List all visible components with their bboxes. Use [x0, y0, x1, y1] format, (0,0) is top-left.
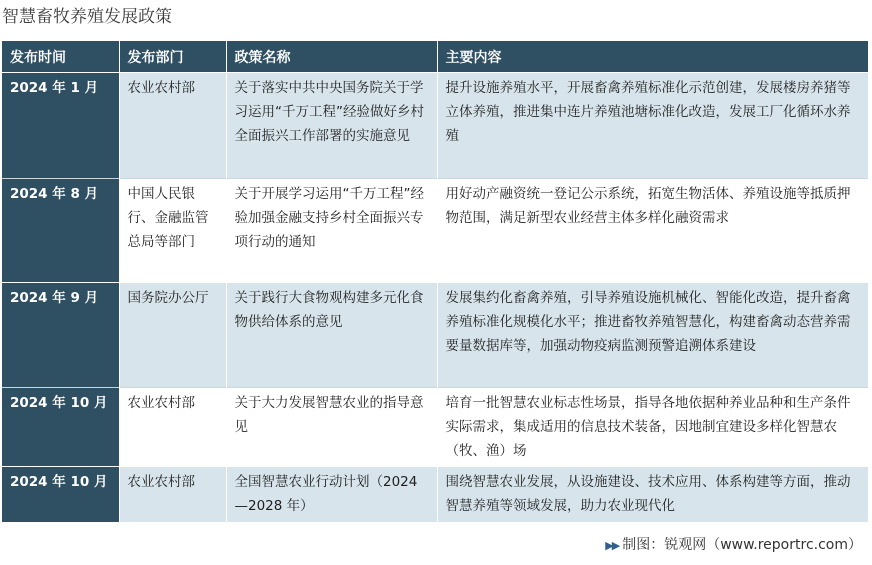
page-title: 智慧畜牧养殖发展政策 [2, 7, 172, 27]
policy-table [2, 41, 869, 522]
row-policy-name: 关于大力发展智慧农业的指导意见 [226, 388, 437, 467]
table-row [2, 73, 868, 179]
row-date: 2024 年 1 月 [2, 73, 119, 179]
row-policy-name: 关于开展学习运用“千万工程”经验加强金融支持乡村全面振兴专项行动的通知 [226, 179, 437, 283]
row-dept: 农业农村部 [119, 388, 226, 467]
table-row [2, 467, 868, 522]
table-header-row [2, 41, 868, 73]
header-date: 发布时间 [2, 41, 119, 73]
row-date: 2024 年 10 月 [2, 467, 119, 522]
row-policy-name: 关于落实中共中央国务院关于学习运用“千万工程”经验做好乡村全面振兴工作部署的实施意见 [226, 73, 437, 179]
row-content: 培育一批智慧农业标志性场景，指导各地依据种养业品种和生产条件实际需求，集成适用的信息技术装备，因地制宜建设多样化智慧农（牧、渔）场 [437, 388, 868, 467]
row-content: 围绕智慧农业发展，从设施建设、技术应用、体系构建等方面，推动智慧养殖等领域发展，助力农业现代化 [437, 467, 868, 522]
row-date: 2024 年 9 月 [2, 283, 119, 388]
double-arrow-icon: ▶▶ [605, 539, 619, 552]
row-dept: 农业农村部 [119, 467, 226, 522]
row-dept: 农业农村部 [119, 73, 226, 179]
row-date: 2024 年 8 月 [2, 179, 119, 283]
row-policy-name: 关于践行大食物观构建多元化食物供给体系的意见 [226, 283, 437, 388]
row-dept: 中国人民银行、金融监管总局等部门 [119, 179, 226, 283]
table-row [2, 179, 868, 283]
row-content: 发展集约化畜禽养殖，引导养殖设施机械化、智能化改造，提升畜禽养殖标准化规模化水平；推进畜牧养殖智慧化，构建畜禽动态营养需要量数据库等，加强动物疫病监测预警追溯体系建设 [437, 283, 868, 388]
row-dept: 国务院办公厅 [119, 283, 226, 388]
table-row [2, 388, 868, 467]
footer-text: 制图：锐观网（www.reportrc.com） [622, 537, 862, 553]
row-content: 用好动产融资统一登记公示系统，拓宽生物活体、养殖设施等抵质押物范围，满足新型农业经营主体多样化融资需求 [437, 179, 868, 283]
row-date: 2024 年 10 月 [2, 388, 119, 467]
header-dept: 发布部门 [119, 41, 226, 73]
table-row [2, 283, 868, 388]
row-content: 提升设施养殖水平，开展畜禽养殖标准化示范创建，发展楼房养猪等立体养殖，推进集中连片养殖池塘标准化改造，发展工厂化循环水养殖 [437, 73, 868, 179]
header-content: 主要内容 [437, 41, 868, 73]
header-policy-name: 政策名称 [226, 41, 437, 73]
source-footer [605, 534, 862, 554]
row-policy-name: 全国智慧农业行动计划（2024—2028 年） [226, 467, 437, 522]
